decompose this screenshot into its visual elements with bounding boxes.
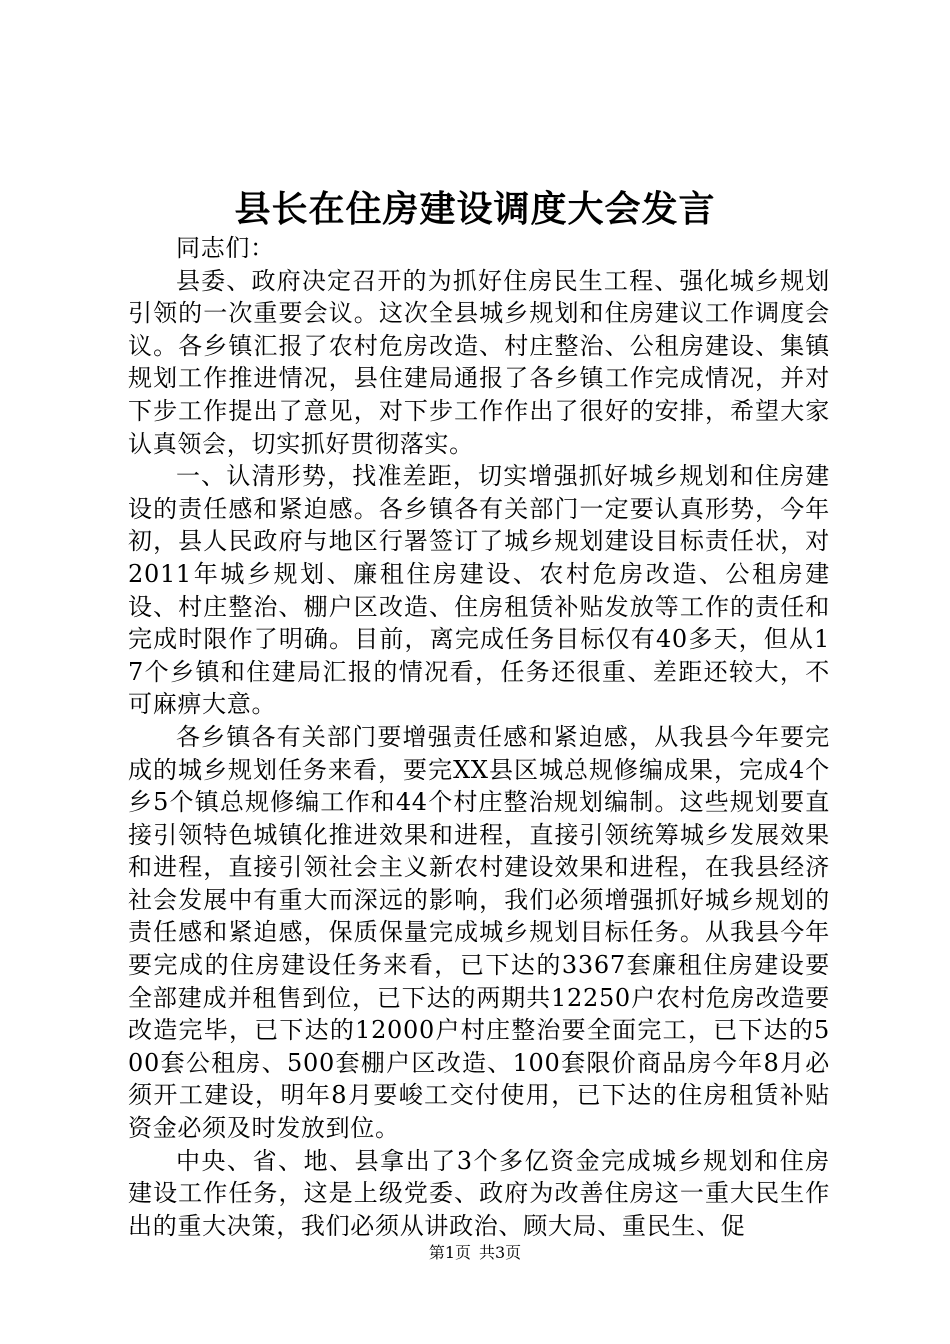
- body-paragraph: 各乡镇各有关部门要增强责任感和紧迫感，从我县今年要完成的城乡规划任务来看，要完XX县区城总规修编成果，完成4个乡5个镇总规修编工作和44个村庄整治规划编制。这些规划要直接引领特色城镇化推进效果和进程，直接引领统筹城乡发展效果和进程，直接引领社会主义新农村建设效果和进程，在我县经济社会发展中有重大而深远的影响，我们必须增强抓好城乡规划的责任感和紧迫感，保质保量完成城乡规划目标任务。从我县今年要完成的住房建设任务来看，已下达的3367套廉租住房建设要全部建成并租售到位，已下达的两期共12250户农村危房改造要改造完毕，已下达的12000户村庄整治要全面完工，已下达的500套公租房、500套棚户区改造、100套限价商品房今年8月必须开工建设，明年8月要峻工交付使用，已下达的住房租赁补贴资金必须及时发放到位。: [128, 722, 830, 1143]
- page-number: 第1页: [428, 1243, 471, 1262]
- document-body: [128, 232, 830, 1242]
- body-paragraph: 中央、省、地、县拿出了3个多亿资金完成城乡规划和住房建设工作任务，这是上级党委、政府为改善住房这一重大民生作出的重大决策，我们必须从讲政治、顾大局、重民生、促: [128, 1146, 830, 1240]
- body-paragraph: 一、认清形势，找准差距，切实增强抓好城乡规划和住房建设的责任感和紧迫感。各乡镇各有关部门一定要认真形势，今年初，县人民政府与地区行署签订了城乡规划建设目标责任状，对2011年城乡规划、廉租住房建设、农村危房改造、公租房建设、村庄整治、棚户区改造、住房租赁补贴发放等工作的责任和完成时限作了明确。目前，离完成任务目标仅有40多天，但从17个乡镇和住建局汇报的情况看，任务还很重、差距还较大，不可麻痹大意。: [128, 462, 830, 719]
- body-paragraph: 县委、政府决定召开的为抓好住房民生工程、强化城乡规划引领的一次重要会议。这次全县城乡规划和住房建议工作调度会议。各乡镇汇报了农村危房改造、村庄整治、公租房建设、集镇规划工作推进情况，县住建局通报了各乡镇工作完成情况，并对下步工作提出了意见，对下步工作作出了很好的安排，希望大家认真领会，切实抓好贯彻落实。: [128, 266, 830, 458]
- page-footer: [0, 1241, 950, 1265]
- page-total: 共3页: [479, 1243, 522, 1262]
- salutation-paragraph: 同志们：: [176, 234, 275, 262]
- document-title: 县长在住房建设调度大会发言: [234, 188, 716, 230]
